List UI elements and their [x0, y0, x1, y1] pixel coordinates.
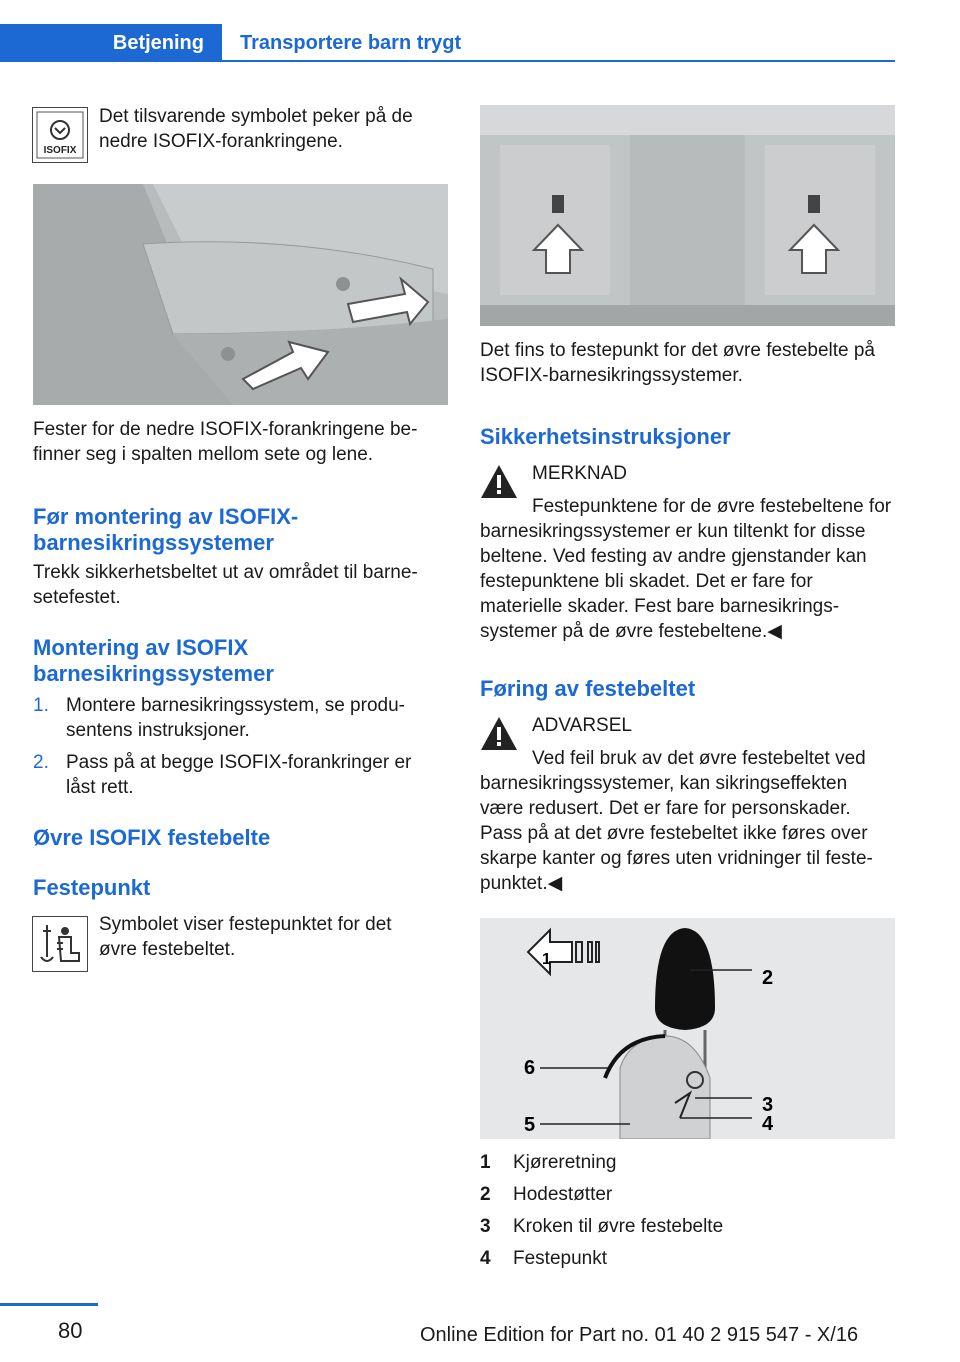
legend-number: 2 [480, 1184, 491, 1205]
edition-text: Online Edition for Part no. 01 40 2 915 547 - X/16 [420, 1324, 859, 1346]
isofix-anchor-photo [33, 184, 448, 405]
legend-text: Kjøreretning [513, 1152, 617, 1173]
legend-text: Kroken til øvre festebelte [513, 1216, 724, 1237]
tether-anchor-icon [32, 916, 88, 972]
diagram-label: 1 [542, 951, 551, 968]
step-text: Pass på at begge ISOFIX-forankringer er låst rett. [66, 752, 412, 798]
legend-number: 3 [480, 1216, 491, 1237]
note-title: MERKNAD [532, 463, 628, 484]
isofix-symbol-text: Det tilsvarende symbolet peker på de nedre ISOFIX-forankringene. [99, 106, 413, 152]
diagram-label: 5 [524, 1114, 536, 1136]
anchor-point-text: Symbolet viser festepunktet for det øvre festebeltet. [99, 914, 392, 960]
legend-number: 4 [480, 1248, 491, 1269]
page-header [0, 0, 960, 62]
step-number: 2. [33, 752, 49, 773]
isofix-symbol-icon [32, 107, 88, 163]
warning-text: Ved feil bruk av det øvre festebeltet ved barnesikringssystemer, kan sikringseffekten være redusert. Det er fare for personskader. Pass på at det øvre festebeltet ikke føres over skarpe kanter og føres uten vridninger til festepunktet.◀ [480, 748, 873, 894]
diagram-label: 2 [762, 967, 774, 989]
top-tether-points-photo [480, 105, 895, 326]
heading-safety: Sikkerhetsinstruksjoner [480, 424, 731, 449]
heading-mounting: Montering av ISOFIX barnesikringssystemer [33, 635, 274, 686]
tether-routing-diagram [480, 918, 895, 1139]
header-rule [0, 60, 895, 62]
diagram-label: 4 [762, 1113, 774, 1135]
heading-routing: Føring av festebeltet [480, 676, 696, 701]
warning-title: ADVARSEL [532, 715, 632, 736]
legend-text: Festepunkt [513, 1248, 607, 1269]
legend-text: Hodestøtter [513, 1184, 613, 1205]
before-mounting-text: Trekk sikkerhetsbeltet ut av området til barnesetefestet. [33, 562, 418, 608]
note-text: Festepunktene for de øvre festebeltene for barnesikringssystemer er kun tiltenkt for disse beltene. Ved festing av andre gjenstander kan festepunktene bli skadet. Det er fare for materielle skader. Fest bare barnesikringssystemer på de øvre festebeltene.◀ [480, 496, 892, 642]
section-label: Betjening [112, 32, 204, 54]
heading-upper-tether: Øvre ISOFIX festebelte [33, 825, 271, 850]
photo-caption-right: Det fins to festepunkt for det øvre festebelte på ISOFIX-barnesikringssystemer. [480, 340, 875, 386]
photo-caption-left: Fester for de nedre ISOFIX-forankringene befinner seg i spalten mellom sete og lene. [33, 419, 418, 465]
chapter-tab[interactable]: Transportere barn trygt [240, 32, 462, 54]
step-text: Montere barnesikringssystem, se produsentens instruksjoner. [66, 695, 405, 741]
legend-number: 1 [480, 1152, 491, 1173]
heading-anchor-point: Festepunkt [33, 875, 151, 900]
diagram-label: 3 [762, 1094, 774, 1116]
step-number: 1. [33, 695, 49, 716]
diagram-label: 6 [524, 1057, 536, 1079]
footer-rule [0, 1303, 98, 1306]
isofix-icon-label: ISOFIX [43, 145, 77, 156]
section-tab[interactable] [0, 24, 222, 62]
heading-before-mounting: Før montering av ISOFIX-barnesikringssystemer [33, 504, 299, 555]
page-number: 80 [58, 1318, 83, 1343]
